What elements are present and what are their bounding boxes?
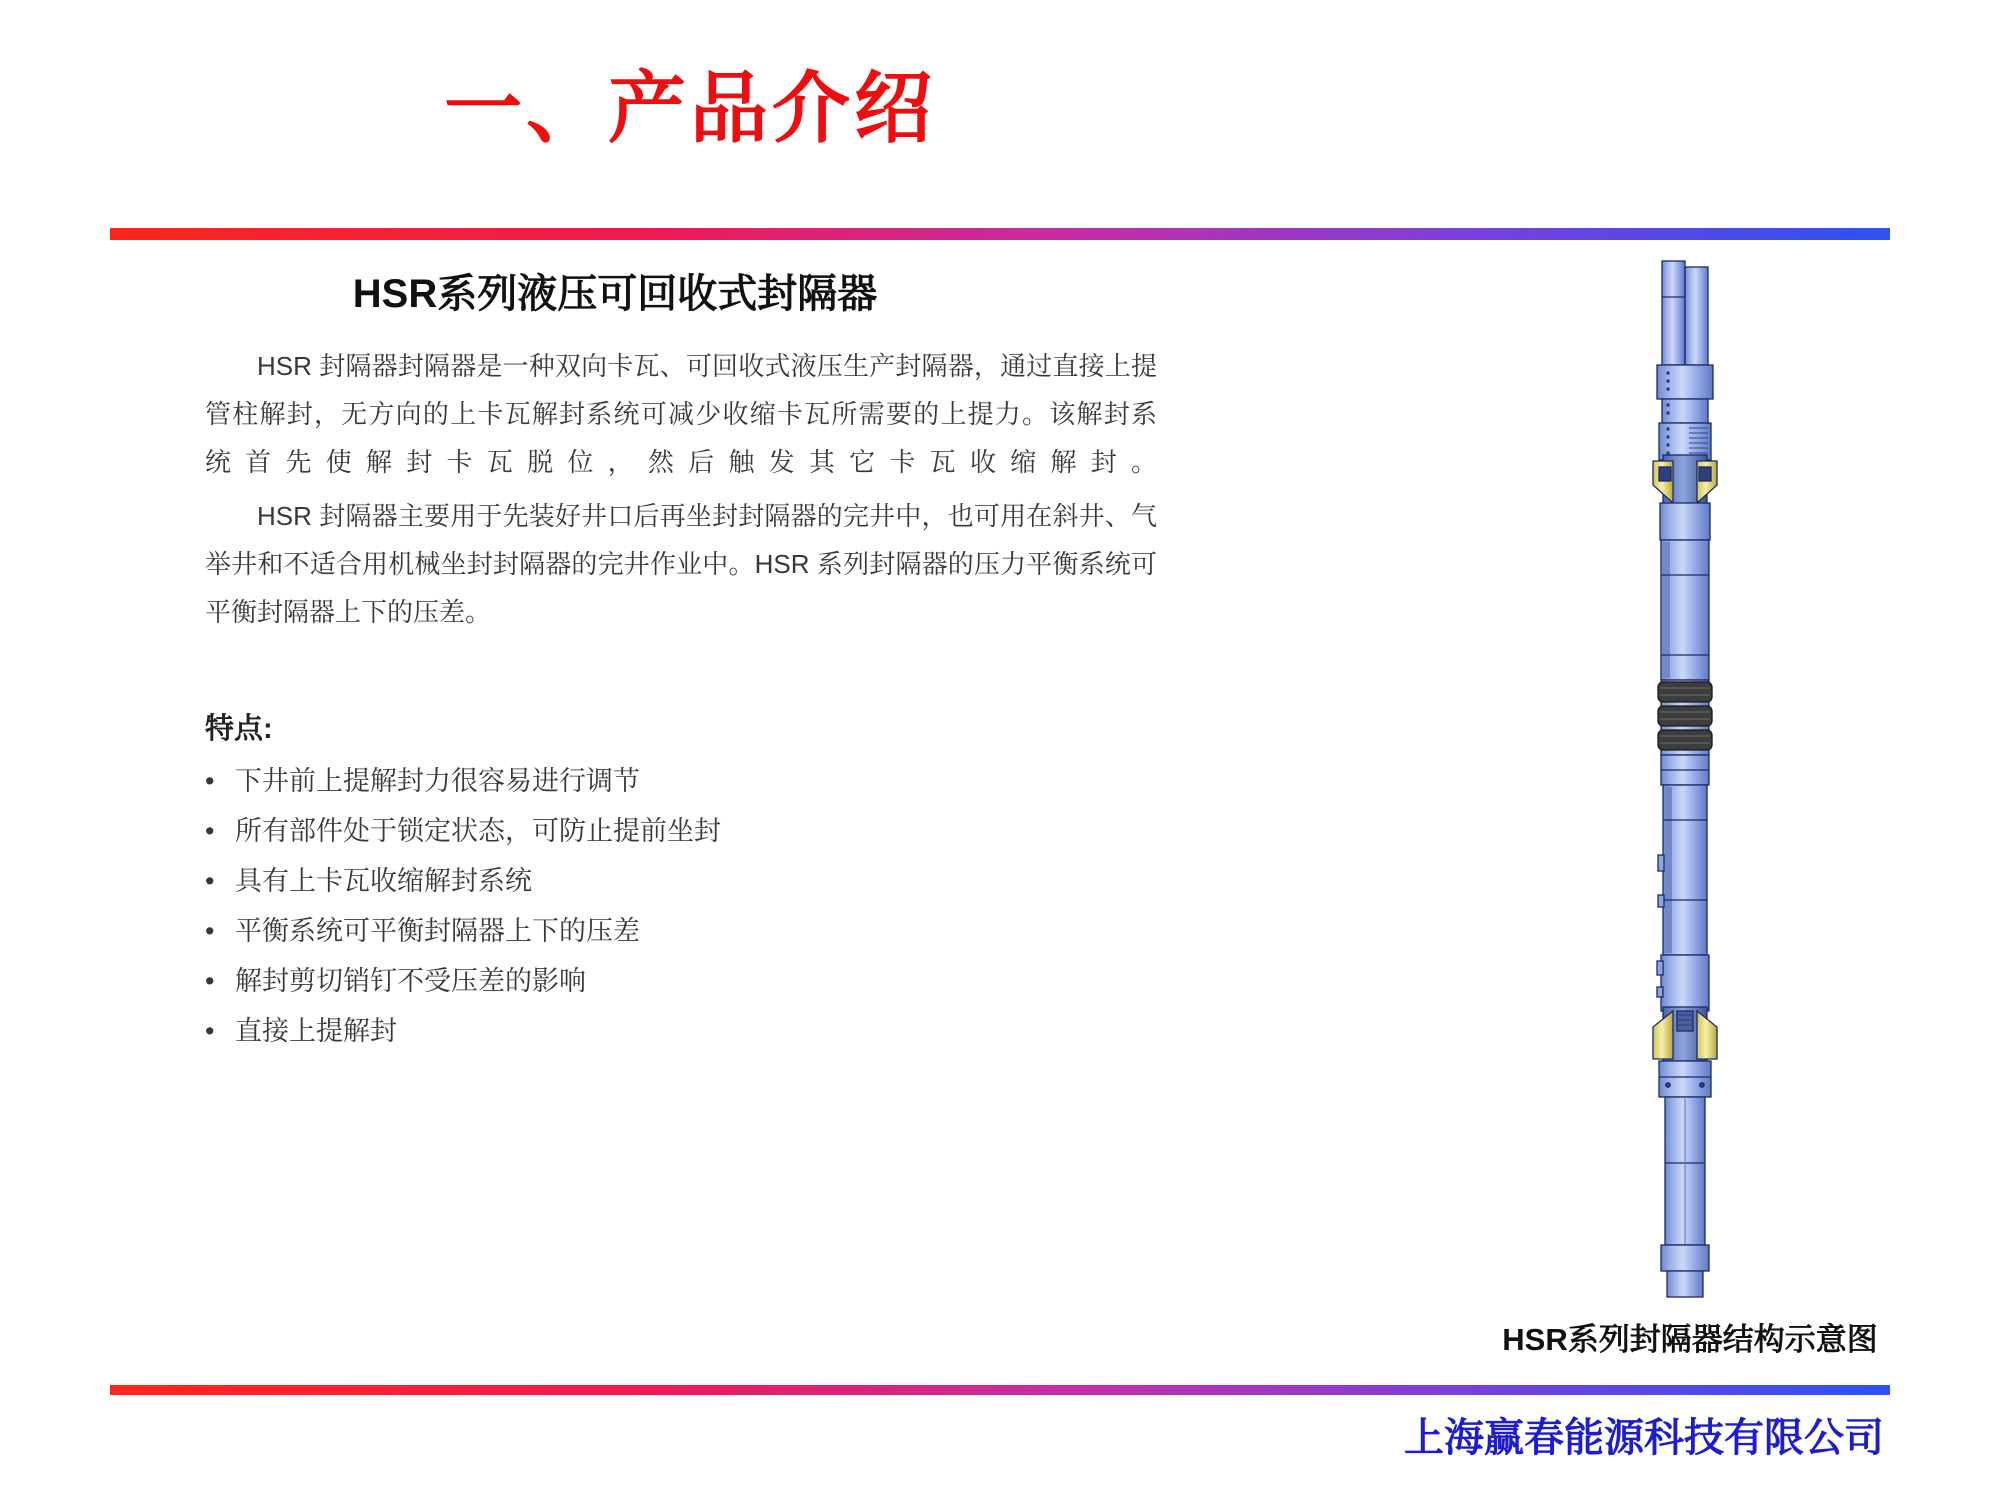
body-paragraph-line: 管柱解封，无方向的上卡瓦解封系统可减少收缩卡瓦所需要的上提力。该解封系 (205, 399, 1157, 429)
feature-item-label: 下井前上提解封力很容易进行调节 (235, 766, 640, 796)
top-gradient-divider (110, 228, 1890, 240)
bullet-icon: • (205, 1016, 215, 1046)
bullet-icon: • (205, 766, 215, 796)
feature-item-label: 直接上提解封 (235, 1016, 397, 1046)
feature-item-label: 解封剪切销钉不受压差的影响 (235, 966, 586, 996)
packer-tool-drawing (1615, 255, 1765, 1300)
feature-item (205, 806, 1105, 856)
product-subtitle: HSR系列液压可回收式封隔器 (352, 272, 878, 316)
diagram-caption: HSR系列封隔器结构示意图 (1502, 1322, 1878, 1357)
feature-item (205, 756, 1105, 806)
packer-diagram (1615, 255, 1765, 1300)
body-paragraph-line: 统首先使解封卡瓦脱位，然后触发其它卡瓦收缩解封。 (205, 447, 1157, 477)
body-paragraph-line: 平衡封隔器上下的压差。 (205, 597, 492, 627)
feature-item (205, 906, 1105, 956)
feature-item (205, 856, 1105, 906)
feature-item (205, 1006, 1105, 1056)
body-paragraph-line: HSR 封隔器封隔器是一种双向卡瓦、可回收式液压生产封隔器，通过直接上提 (257, 351, 1157, 381)
feature-item-label: 平衡系统可平衡封隔器上下的压差 (235, 916, 640, 946)
bullet-icon: • (205, 866, 215, 896)
bullet-icon: • (205, 916, 215, 946)
product-description (205, 342, 1157, 636)
features-list (205, 756, 1105, 1056)
features-heading: 特点: (205, 713, 273, 745)
feature-item-label: 所有部件处于锁定状态，可防止提前坐封 (235, 816, 721, 846)
bottom-gradient-divider (110, 1385, 1890, 1395)
feature-item-label: 具有上卡瓦收缩解封系统 (235, 866, 532, 896)
body-paragraph-line: HSR 封隔器主要用于先装好井口后再坐封封隔器的完井中，也可用在斜井、气 (257, 501, 1157, 531)
page-title: 一、产品介绍 (443, 64, 936, 152)
bullet-icon: • (205, 816, 215, 846)
bullet-icon: • (205, 966, 215, 996)
body-paragraph-line: 举井和不适合用机械坐封封隔器的完井作业中。HSR 系列封隔器的压力平衡系统可 (205, 549, 1157, 579)
feature-item (205, 956, 1105, 1006)
footer-company-name: 上海赢春能源科技有限公司 (1404, 1416, 1884, 1460)
